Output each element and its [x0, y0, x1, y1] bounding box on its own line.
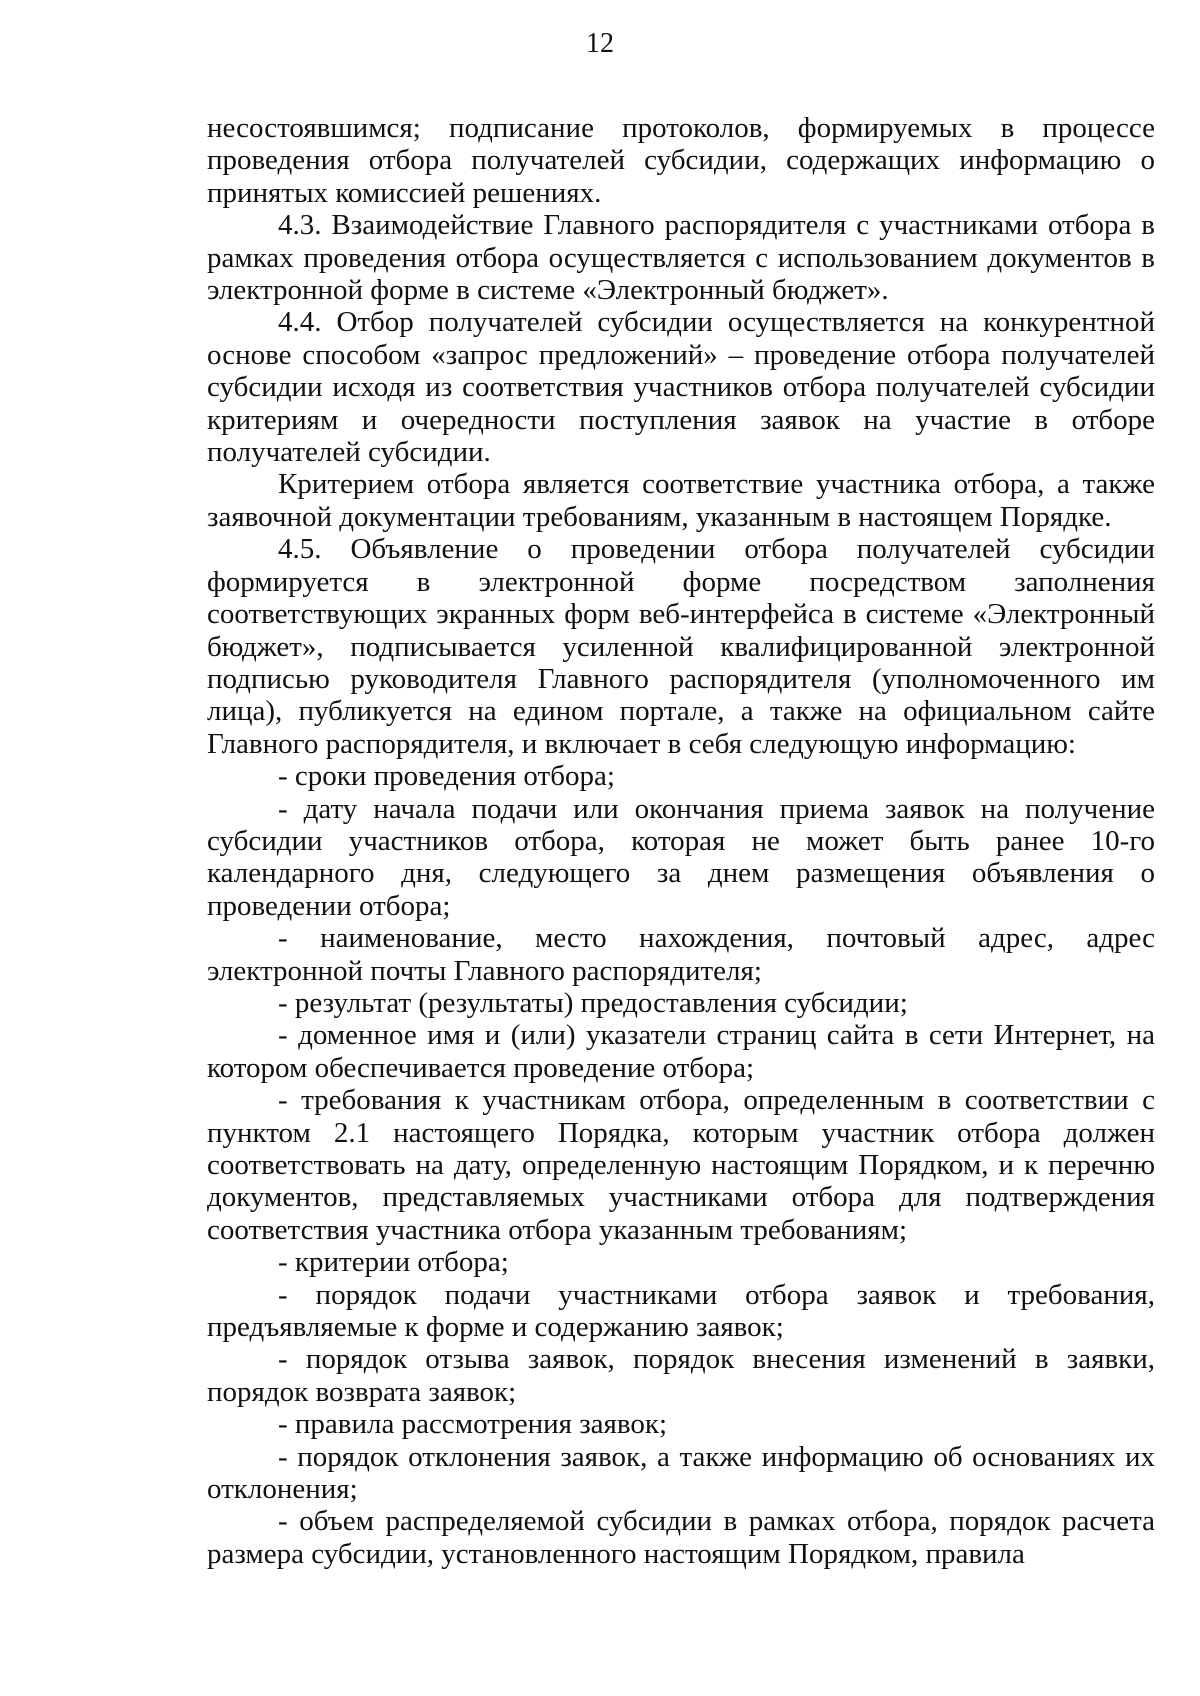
list-item: - требования к участникам отбора, определенным в соответствии с пунктом 2.1 настоящего Порядка, которым участник отбора должен соответствовать на дату, определенную настоящим Порядком, и к перечню документов, представляемых участниками отбора для подтверждения соответствия участника отбора указанным требованиям; [207, 1084, 1155, 1246]
list-item: - доменное имя и (или) указатели страниц сайта в сети Интернет, на котором обеспечивается проведение отбора; [207, 1019, 1155, 1084]
paragraph-4-4: 4.4. Отбор получателей субсидии осуществляется на конкурентной основе способом «запрос предложений» – проведение отбора получателей субсидии исходя из соответствия участников отбора получателей субсидии критериям и очередности поступления заявок на участие в отборе получателей субсидии. [207, 306, 1155, 469]
paragraph-criterion: Критерием отбора является соответствие участника отбора, а также заявочной документации требованиям, указанным в настоящем Порядке. [207, 468, 1155, 533]
page-number: 12 [586, 28, 614, 59]
paragraph-4-3: 4.3. Взаимодействие Главного распорядителя с участниками отбора в рамках проведения отбора осуществляется с использованием документов в электронной форме в системе «Электронный бюджет». [207, 209, 1155, 307]
list-item: - правила рассмотрения заявок; [278, 1408, 668, 1441]
paragraph-continuation: несостоявшимся; подписание протоколов, формируемых в процессе проведения отбора получателей субсидии, содержащих информацию о принятых комиссией решениях. [207, 112, 1155, 209]
list-item: - объем распределяемой субсидии в рамках отбора, порядок расчета размера субсидии, установленного настоящим Порядком, правила [207, 1505, 1155, 1570]
list-item: - дату начала подачи или окончания приема заявок на получение субсидии участников отбора, которая не может быть ранее 10-го календарного дня, следующего за днем размещения объявления о проведении отбора; [207, 792, 1155, 922]
paragraph-4-5: 4.5. Объявление о проведении отбора получателей субсидии формируется в электронной форме посредством заполнения соответствующих экранных форм веб-интерфейса в системе «Электронный бюджет», подписывается усиленной квалифицированной электронной подписью руководителя Главного распорядителя (уполномоченного им лица), публикуется на едином портале, а также на официальном сайте Главного распорядителя, и включает в себя следующую информацию: [207, 533, 1155, 760]
list-item: - порядок отзыва заявок, порядок внесения изменений в заявки, порядок возврата заявок; [207, 1343, 1155, 1408]
list-item: - сроки проведения отбора; [278, 760, 615, 793]
document-body [207, 112, 1155, 1570]
list-item: - порядок отклонения заявок, а также информацию об основаниях их отклонения; [207, 1440, 1155, 1506]
list-item: - критерии отбора; [278, 1246, 509, 1279]
list-item: - порядок подачи участниками отбора заявок и требования, предъявляемые к форме и содержанию заявок; [207, 1278, 1155, 1344]
list-item: - наименование, место нахождения, почтовый адрес, адрес электронной почты Главного распорядителя; [207, 922, 1155, 987]
list-item: - результат (результаты) предоставления субсидии; [278, 986, 908, 1019]
